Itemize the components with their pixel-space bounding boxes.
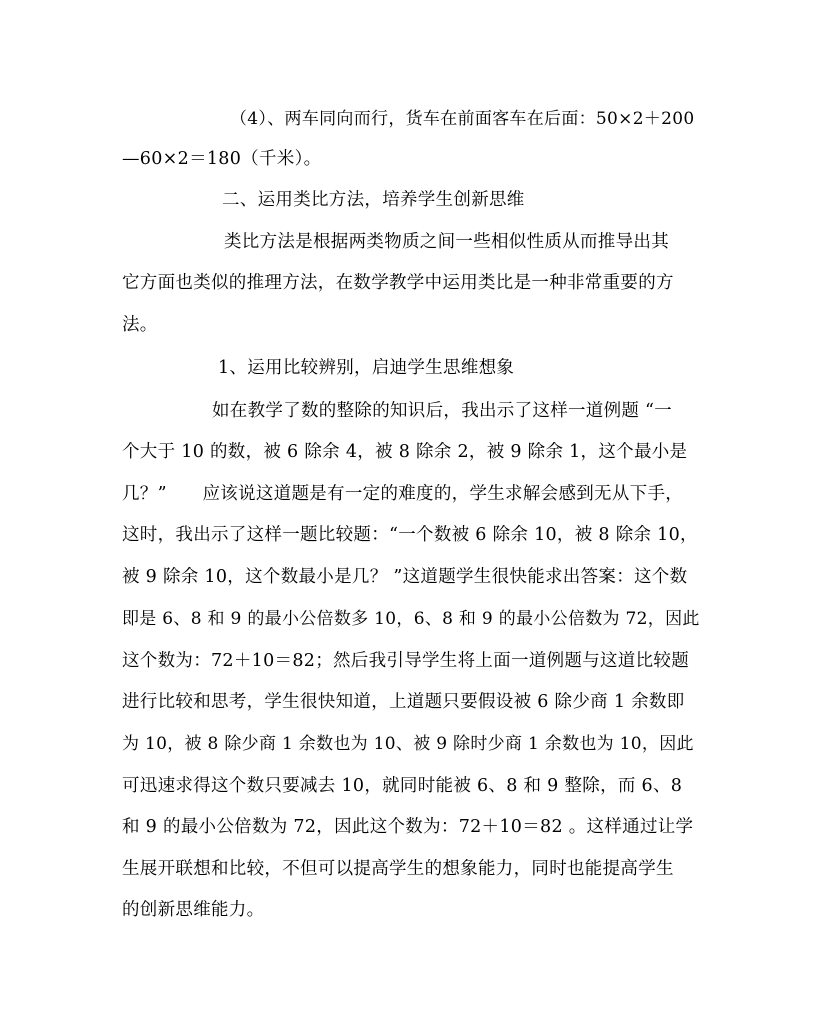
text-line: 如在教学了数的整除的知识后，我出示了这样一道例题 “一: [212, 401, 673, 421]
text-line: 法。: [122, 315, 158, 335]
text-line: 个大于 10 的数，被 6 除余 4，被 8 除余 2，被 9 除余 1，这个最小是: [122, 442, 688, 462]
text-line: 被 9 除余 10，这个数最小是几？ ”这道题学生很快能求出答案：这个数: [122, 567, 688, 587]
text-line: 几？” 应该说这道题是有一定的难度的，学生求解会感到无从下手，: [122, 484, 684, 504]
section-heading: 二、运用类比方法，培养学生创新思维: [222, 190, 525, 210]
text-line: 进行比较和思考，学生很快知道，上道题只要假设被 6 除少商 1 余数即: [122, 692, 685, 712]
text-line: 为 10，被 8 除少商 1 余数也为 10、被 9 除时少商 1 余数也为 10，因此: [122, 734, 694, 754]
text-line: 的创新思维能力。: [122, 900, 265, 920]
text-line: 它方面也类似的推理方法，在数学教学中运用类比是一种非常重要的方: [122, 273, 674, 293]
text-line: 这个数为：72＋10＝82；然后我引导学生将上面一道例题与这道比较题: [122, 651, 690, 671]
text-line: —60×2＝180（千米）。: [122, 149, 322, 169]
text-line: 和 9 的最小公倍数为 72，因此这个数为：72＋10＝82 。这样通过让学: [122, 817, 694, 837]
subsection-heading: 1、运用比较辨别，启迪学生思维想象: [218, 358, 515, 378]
text-line: 这时，我出示了这样一题比较题：“一个数被 6 除余 10，被 8 除余 10，: [122, 525, 698, 545]
text-line: 类比方法是根据两类物质之间一些相似性质从而推导出其: [224, 232, 669, 252]
text-line: 即是 6、8 和 9 的最小公倍数多 10，6、8 和 9 的最小公倍数为 72，因此: [122, 609, 700, 629]
text-line: 可迅速求得这个数只要减去 10，就同时能被 6、8 和 9 整除，而 6、8: [122, 776, 683, 796]
text-line: （4）、两车同向而行，货车在前面客车在后面：50×2＋200: [230, 109, 695, 129]
text-line: 生展开联想和比较，不但可以提高学生的想象能力，同时也能提高学生: [122, 859, 674, 879]
